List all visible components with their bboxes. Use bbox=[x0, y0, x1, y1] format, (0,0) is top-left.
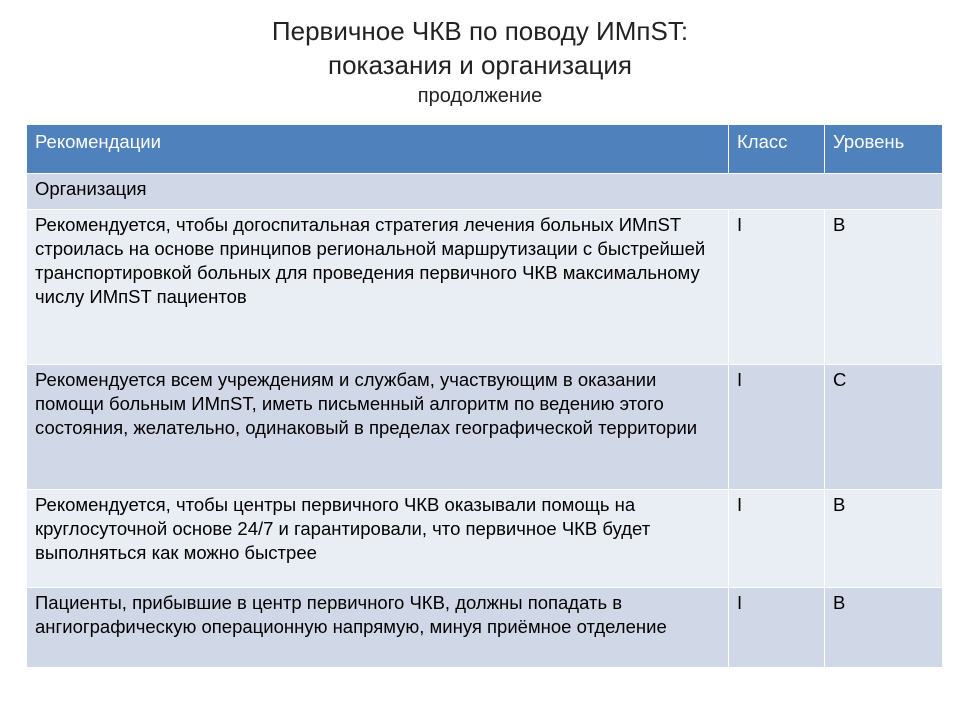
header-class: Класс bbox=[729, 125, 825, 174]
table-header-row bbox=[27, 125, 943, 174]
slide-title-line-2: показания и организация bbox=[327, 50, 632, 80]
recommendation-class: I bbox=[729, 365, 825, 490]
recommendation-level: B bbox=[825, 588, 943, 668]
header-level: Уровень bbox=[825, 125, 943, 174]
table-row bbox=[27, 588, 943, 668]
slide-subtitle: продолжение bbox=[417, 85, 543, 107]
slide-title-block bbox=[0, 14, 960, 110]
table-row bbox=[27, 365, 943, 490]
recommendation-class: I bbox=[729, 588, 825, 668]
recommendation-level: B bbox=[825, 210, 943, 365]
table-row bbox=[27, 210, 943, 365]
section-row bbox=[27, 174, 943, 210]
header-recommendations: Рекомендации bbox=[27, 125, 729, 174]
table-row bbox=[27, 490, 943, 588]
section-label: Организация bbox=[27, 174, 943, 210]
recommendation-text: Пациенты, прибывшие в центр первичного ЧКВ, должны попадать в ангиографическую операционную напрямую, минуя приёмное отделение bbox=[27, 588, 729, 668]
recommendation-text: Рекомендуется, чтобы центры первичного ЧКВ оказывали помощь на круглосуточной основе 24/7 и гарантировали, что первичное ЧКВ будет выполняться как можно быстрее bbox=[27, 490, 729, 588]
recommendations-table bbox=[26, 124, 943, 668]
recommendation-level: B bbox=[825, 490, 943, 588]
recommendation-text: Рекомендуется всем учреждениям и службам, участвующим в оказании помощи больным ИМпST, иметь письменный алгоритм по ведению этого состояния, желательно, одинаковый в пределах географической территории bbox=[27, 365, 729, 490]
recommendation-class: I bbox=[729, 490, 825, 588]
recommendation-level: C bbox=[825, 365, 943, 490]
recommendation-text: Рекомендуется, чтобы догоспитальная стратегия лечения больных ИМпST строилась на основе принципов региональной маршрутизации с быстрейшей транспортировкой больных для проведения первичного ЧКВ максимальному числу ИМпST пациентов bbox=[27, 210, 729, 365]
slide-title-line-1: Первичное ЧКВ по поводу ИМпST: bbox=[271, 16, 689, 46]
recommendation-class: I bbox=[729, 210, 825, 365]
